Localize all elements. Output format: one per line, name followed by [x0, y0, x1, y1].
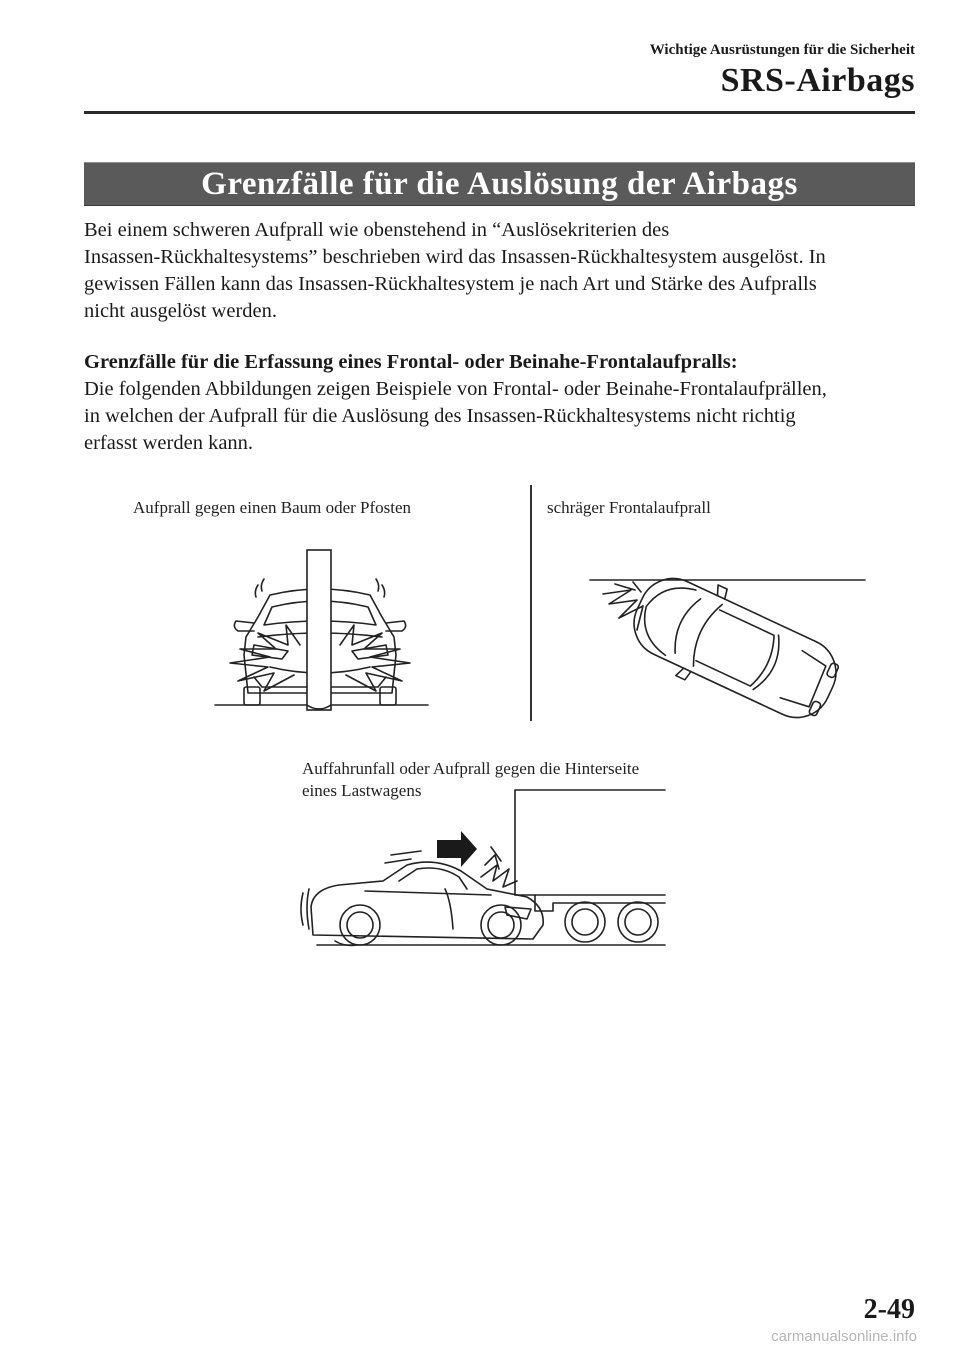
- section-label: Wichtige Ausrüstungen für die Sicherheit: [649, 42, 915, 58]
- intro-line: nicht ausgelöst werden.: [84, 300, 277, 322]
- watermark: carmanualsonline.info: [771, 1328, 917, 1345]
- intro-line: Bei einem schweren Aufprall wie obenstehend in “Auslösekriterien des: [84, 219, 670, 241]
- detail-line: in welchen der Aufprall für die Auslösung des Insassen-Rückhaltesystems nicht richtig: [84, 405, 796, 427]
- truck-caption-line: Auffahrunfall oder Aufprall gegen die Hinterseite: [302, 759, 640, 778]
- page-number: 2-49: [863, 1294, 915, 1325]
- detail-paragraph: [84, 376, 919, 457]
- header-rule: [84, 111, 915, 114]
- section-banner: [84, 162, 915, 206]
- intro-paragraph: [84, 217, 919, 325]
- chapter-title: SRS-Airbags: [720, 62, 915, 99]
- subheading: Grenzfälle für die Erfassung eines Frontal- oder Beinahe-Frontalaufpralls:: [84, 351, 738, 373]
- intro-line: Insassen-Rückhaltesystems” beschrieben wird das Insassen-Rückhaltesystem ausgelöst. In: [84, 246, 826, 268]
- oblique-crash-illustration: [585, 570, 870, 720]
- pole-caption: Aufprall gegen einen Baum oder Pfosten: [133, 498, 412, 517]
- pole-crash-illustration: [210, 545, 435, 715]
- illustration-divider: [530, 485, 532, 721]
- intro-line: gewissen Fällen kann das Insassen-Rückhaltesystem je nach Art und Stärke des Aufpralls: [84, 273, 817, 295]
- banner-title: Grenzfälle für die Auslösung der Airbags: [201, 165, 798, 202]
- detail-line: erfasst werden kann.: [84, 432, 254, 454]
- truck-rearend-illustration: [295, 785, 670, 950]
- direction-arrow-icon: [437, 831, 477, 867]
- oblique-caption: schräger Frontalaufprall: [547, 498, 711, 517]
- detail-line: Die folgenden Abbildungen zeigen Beispiele von Frontal- oder Beinahe-Frontalaufprällen,: [84, 378, 827, 400]
- truck-caption-line: eines Lastwagens: [302, 781, 422, 800]
